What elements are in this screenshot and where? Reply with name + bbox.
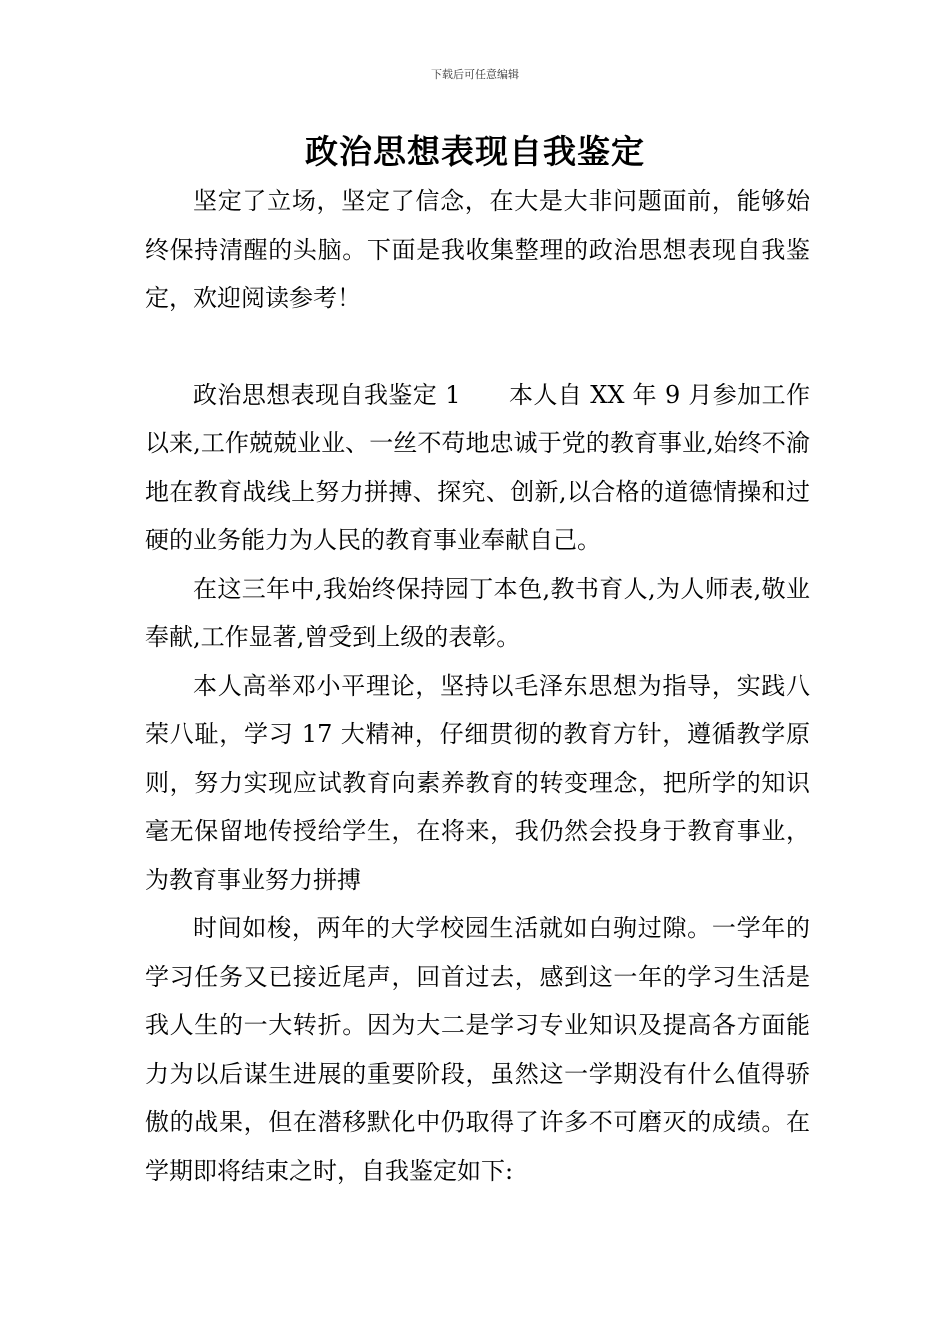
intro-paragraph: 坚定了立场，坚定了信念，在大是大非问题面前，能够始终保持清醒的头脑。下面是我收集整理的政治思想表现自我鉴定，欢迎阅读参考！: [145, 187, 810, 312]
paragraph-1: 在这三年中,我始终保持园丁本色,教书育人,为人师表,敬业奉献,工作显著,曾受到上级的表彰。: [145, 574, 810, 651]
document-body: [145, 177, 810, 1195]
section-1-paragraph: [145, 371, 810, 565]
paragraph-2: 本人高举邓小平理论，坚持以毛泽东思想为指导，实践八荣八耻，学习 17 大精神，仔细贯彻的教育方针，遵循教学原则，努力实现应试教育向素养教育的转变理念，把所学的知识毫无保留地传授给学生，在将来，我仍然会投身于教育事业，为教育事业努力拼搏: [145, 671, 810, 894]
section-1-text: 本人自 XX 年 9 月参加工作以来,工作兢兢业业、一丝不苟地忠诚于党的教育事业,始终不渝地在教育战线上努力拼搏、探究、创新,以合格的道德情操和过硬的业务能力为人民的教育事业奉献自己。: [145, 380, 810, 554]
header-note: 下载后可任意编辑: [431, 68, 519, 81]
section-1-heading: 政治思想表现自我鉴定 1: [193, 380, 461, 409]
paragraph-3: 时间如梭，两年的大学校园生活就如白驹过隙。一学年的学习任务又已接近尾声，回首过去，感到这一年的学习生活是我人生的一大转折。因为大二是学习专业知识及提高各方面能力为以后谋生进展的重要阶段，虽然这一学期没有什么值得骄傲的战果，但在潜移默化中仍取得了许多不可磨灭的成绩。在学期即将结束之时，自我鉴定如下:: [145, 914, 810, 1185]
document-title: 政治思想表现自我鉴定: [305, 132, 645, 171]
blank-line: [145, 323, 810, 371]
